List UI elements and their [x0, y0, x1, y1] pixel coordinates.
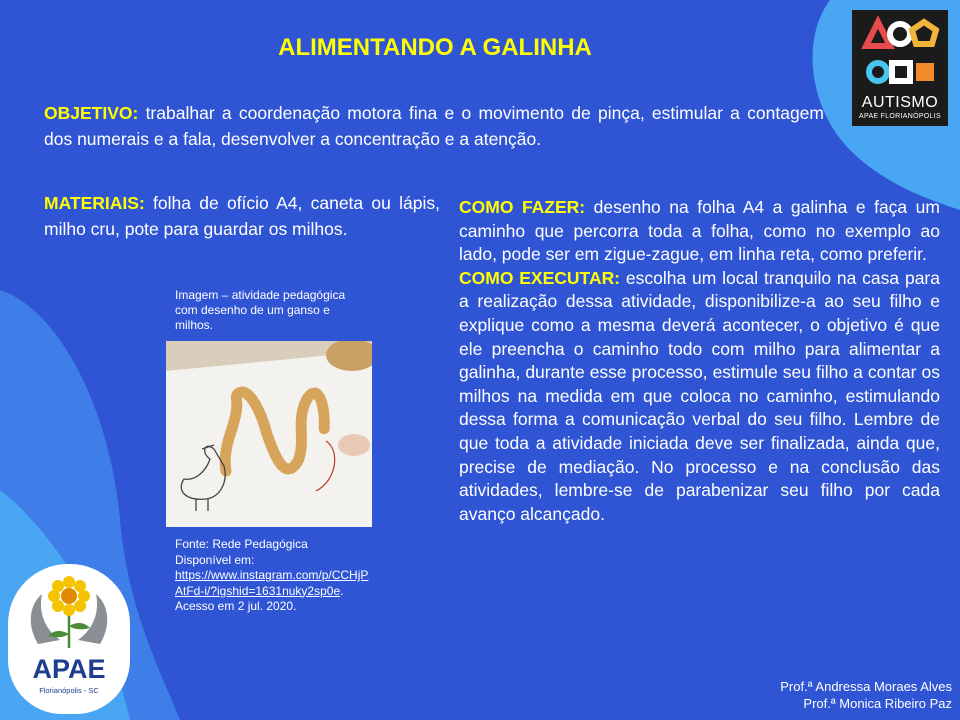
how-to-run-label: COMO EXECUTAR:	[459, 267, 621, 288]
autismo-brand-text: AUTISMO	[861, 94, 939, 111]
teacher-credits	[780, 678, 952, 712]
source-access-date: Acesso em 2 jul. 2020.	[175, 599, 297, 613]
objective-label: OBJETIVO:	[44, 103, 139, 123]
credit-line-2: Prof.ª Monica Ribeiro Paz	[803, 696, 952, 711]
goose-corn-drawing	[166, 341, 372, 527]
apae-flower-icon	[8, 564, 130, 656]
image-source	[175, 537, 375, 615]
credit-line-1: Prof.ª Andressa Moraes Alves	[780, 679, 952, 694]
apae-city-text: Florianópolis - SC	[39, 686, 99, 695]
source-available-label: Disponível em:	[175, 552, 255, 567]
how-to-make-label: COMO FAZER:	[459, 197, 586, 217]
source-link[interactable]: https://www.instagram.com/p/CCHjPAtFd-i/?igshid=1631nuky2sp0e	[175, 568, 369, 598]
source-link-line	[175, 568, 375, 599]
apae-name-text: APAE	[32, 654, 106, 684]
source-line: Fonte: Rede Pedagógica	[175, 537, 308, 551]
materials-paragraph	[44, 190, 440, 242]
how-to-run-paragraph	[459, 267, 940, 527]
objective-paragraph	[44, 100, 824, 152]
how-to-make-text: desenho na folha A4 a galinha e faça um caminho que percorra toda a folha, como no exemplo ao lado, pode ser em zigue-zague, em linha reta, como preferir.	[459, 197, 940, 265]
page-title: ALIMENTANDO A GALINHA	[278, 34, 592, 61]
how-to-make-paragraph	[459, 196, 940, 267]
materials-label: MATERIAIS:	[44, 193, 145, 213]
activity-photo	[166, 341, 372, 527]
objective-text: trabalhar a coordenação motora fina e o movimento de pinça, estimular a contagem dos numerais e a fala, desenvolver a concentração e a atenção.	[44, 103, 824, 149]
autismo-sub-text: APAE FLORIANÓPOLIS	[859, 113, 941, 120]
image-caption: Imagem – atividade pedagógica com desenho de um ganso e milhos.	[175, 288, 346, 332]
source-link-period: .	[340, 583, 344, 598]
instructions-block	[459, 196, 940, 526]
materials-text: folha de ofício A4, caneta ou lápis, milho cru, pote para guardar os milhos.	[44, 193, 440, 239]
how-to-run-text: escolha um local tranquilo na casa para a realização dessa atividade, disponibilize-a ao seu filho e explique como a mesma deverá acontecer, o objetivo é que ele preencha o caminho todo com milho para alimentar a galinha, durante esse processo, estimule seu filho a contar os milhos na medida em que coloca no caminho, estimulando dessa forma a comunicação verbal do seu filho. Lembre de que toda a atividade iniciada deve ser finalizada, ainda que, precise de mediação. No processo e na conclusão das atividades, lembre-se de parabenizar seu filho por cada avanço alcançado.	[459, 267, 940, 524]
apae-logo	[8, 564, 130, 714]
autismo-logo	[852, 10, 948, 126]
